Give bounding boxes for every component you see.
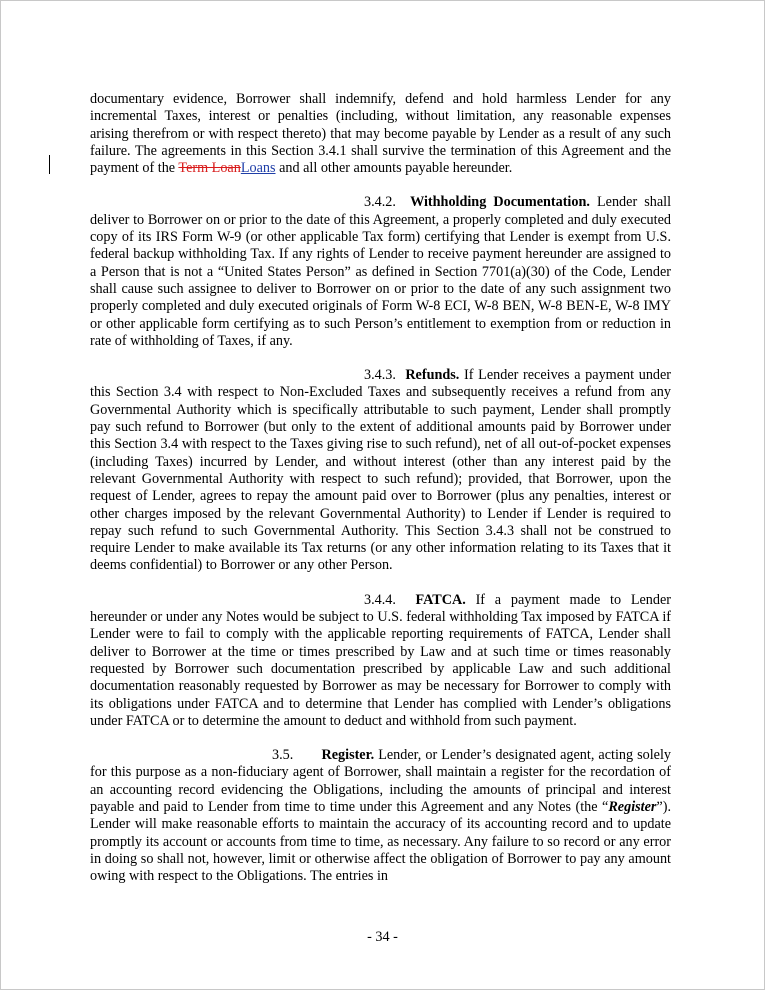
section-3-4-4 (90, 592, 671, 730)
section-heading: Refunds. (405, 367, 460, 384)
section-heading: FATCA. (415, 591, 466, 608)
deleted-text: Term Loan (178, 160, 241, 177)
inserted-text: Loans (240, 160, 276, 177)
page-number: - 34 - (367, 929, 398, 945)
document-body (90, 91, 671, 885)
section-body: If Lender receives a payment under this Section 3.4 with respect to Non-Excluded Taxes and subsequently receives a refund from any Governmental Authority which is specifically attributable to such payment, Lender shall promptly pay such refund to Borrower (but only to the extent of additional amounts paid by Borrower under this Section 3.4 with respect to the Taxes giving rise to such refund), net of all out-of-pocket expenses (including Taxes) incurred by Lender, and without interest (other than any interest paid by the relevant Governmental Authority with respect to such refund); provided, that Borrower, upon the request of Lender, agrees to repay the amount paid over to Borrower (plus any penalties, interest or other charges imposed by the relevant Governmental Authority) to Lender if Lender is required to repay such refund to such Governmental Authority. This Section 3.4.3 shall not be construed to require Lender to make available its Tax returns (or any other information relating to its Taxes that it deems confidential) to Borrower or any other Person. (90, 367, 672, 574)
section-heading: Withholding Documentation. (410, 194, 590, 211)
section-number: 3.4.2. (364, 194, 396, 211)
intro-text-before: documentary evidence, Borrower shall indemnify, defend and hold harmless Lender for any incremental Taxes, interest or penalties (including, without limitation, any reasonable expenses arising therefrom or with respect thereto) that may become payable by Lender as a result of any such failure. The agreements in this Section 3.4.1 shall survive the termination of this Agreement and the payment of the (90, 91, 671, 177)
section-number: 3.4.3. (364, 367, 396, 384)
section-3-5 (90, 747, 671, 885)
register-body-after: ”). Lender will make reasonable efforts to maintain the accuracy of its accounting record and to update promptly its account or accounts from time to time, as necessary. Any failure to so record or any error in doing so shall not, however, limit or otherwise affect the obligation of Borrower to pay any amount owing with respect to the Obligations. The entries in (90, 798, 671, 885)
section-heading: Register. (321, 747, 375, 764)
revision-change-bar (49, 155, 50, 174)
section-number: 3.4.4. (364, 591, 396, 608)
section-number: 3.5. (272, 747, 294, 764)
section-body: If a payment made to Lender hereunder or under any Notes would be subject to U.S. federal withholding Tax imposed by FATCA if Lender were to fail to comply with the applicable reporting requirements of FATCA, Lender shall deliver to Borrower at the time or times prescribed by Law and at such time or times reasonably requested by Borrower such documentation prescribed by applicable Law and such additional documentation reasonably requested by Borrower as may be necessary for Borrower to comply with its obligations under FATCA and to determine that Lender has complied with Lender’s obligations under FATCA or to determine the amount to deduct and withhold from such payment. (90, 591, 672, 729)
register-defined-term: Register (608, 798, 657, 815)
intro-text-after: and all other amounts payable hereunder. (275, 160, 513, 177)
section-body: Lender shall deliver to Borrower on or prior to the date of this Agreement, a properly completed and duly executed copy of its IRS Form W-9 (or other applicable Tax form) certifying that Lender is exempt from U.S. federal backup withholding Tax. If any rights of Lender to receive payment hereunder are assigned to a Person that is not a “United States Person” as defined in Section 7701(a)(30) of the Code, Lender shall cause such assignee to deliver to Borrower on or prior to the date of any such assignment two properly completed and duly executed originals of Form W-8 ECI, W-8 BEN, W-8 BEN-E, W-8 IMY or other applicable form certifying as to such Person’s entitlement to exemption from or reduction in rate of withholding of Taxes, if any. (90, 194, 672, 349)
intro-paragraph (90, 91, 671, 177)
section-3-4-2 (90, 194, 671, 350)
section-3-4-3 (90, 367, 671, 575)
register-body-before: Lender, or Lender’s designated agent, acting solely for this purpose as a non-fiduciary agent of Borrower, shall maintain a register for the recordation of an accounting record evidencing the Obligations, including the amounts of principal and interest payable and paid to Lender from time to time under this Agreement and any Notes (the “ (90, 747, 671, 815)
